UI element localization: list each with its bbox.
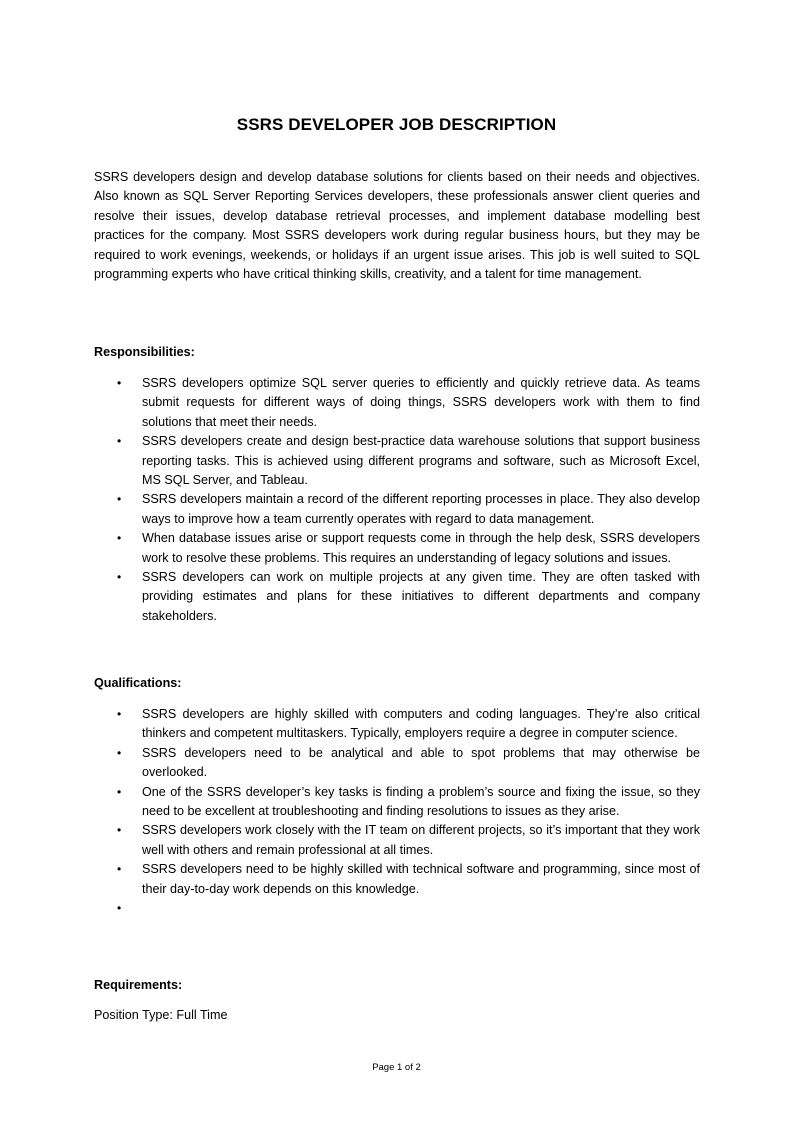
bullet-icon: • — [117, 492, 122, 507]
bullet-icon: • — [117, 707, 122, 721]
page-number: Page 1 of 2 — [372, 1062, 421, 1073]
list-item: • SSRS developers need to be highly skilled with technical software and programming, since most of their day-to-day work depends on this knowledge. — [117, 862, 700, 896]
position-type: Position Type: Full Time — [94, 1008, 228, 1022]
qualifications-list — [117, 705, 700, 918]
list-item: • SSRS developers need to be analytical and able to spot problems that may otherwise be overlooked. — [117, 745, 700, 780]
bullet-icon: • — [117, 570, 122, 585]
list-item: • SSRS developers work closely with the IT team on different projects, so it’s important that they work well with others and remain professional at all times. — [117, 823, 700, 857]
list-item: • SSRS developers create and design best-practice data warehouse solutions that support business reporting tasks. This is achieved using different programs and software, such as Microsoft Excel, MS SQL Server, and Tableau. — [117, 434, 700, 488]
list-item — [117, 899, 700, 918]
bullet-icon: • — [117, 745, 122, 760]
responsibilities-list — [117, 374, 700, 626]
list-item: • SSRS developers can work on multiple projects at any given time. They are often tasked with providing estimates and plans for these initiatives to different departments and company stakeholders. — [117, 570, 700, 623]
responsibilities-heading: Responsibilities: — [94, 345, 195, 359]
list-item: • When database issues arise or support requests come in through the help desk, SSRS developers work to resolve these problems. This requires an understanding of legacy solutions and issues. — [117, 531, 700, 565]
bullet-icon: • — [117, 376, 122, 390]
qualifications-heading: Qualifications: — [94, 676, 182, 690]
list-item: • SSRS developers maintain a record of the different reporting processes in place. They also develop ways to improve how a team currently operates with regard to data management. — [117, 492, 700, 526]
list-item: • SSRS developers optimize SQL server queries to efficiently and quickly retrieve data. As teams submit requests for different ways of doing things, SSRS developers work with them to find solutions that meet their needs. — [117, 376, 700, 429]
bullet-icon: • — [117, 531, 122, 546]
bullet-icon: • — [117, 434, 122, 449]
list-item: • One of the SSRS developer’s key tasks is finding a problem’s source and fixing the issue, so they need to be excellent at troubleshooting and finding resolutions to issues as they arise. — [117, 784, 700, 819]
requirements-heading: Requirements: — [94, 978, 183, 992]
list-item: • SSRS developers are highly skilled with computers and coding languages. They’re also critical thinkers and competent multitaskers. Typically, employers require a degree in computer science. — [117, 707, 700, 741]
bullet-icon: • — [117, 862, 122, 877]
bullet-icon: • — [117, 901, 122, 916]
document-title: SSRS DEVELOPER JOB DESCRIPTION — [236, 115, 557, 134]
bullet-icon: • — [117, 784, 122, 799]
bullet-icon: • — [117, 823, 122, 838]
intro-paragraph: SSRS developers design and develop database solutions for clients based on their needs and objectives. Also known as SQL Server Reporting Services developers, these professionals answer client queries and resolve their issues, develop database retrieval processes, and implement database modelling best practices for the company. Most SSRS developers work during regular business hours, but they may be required to work evenings, weekends, or holidays if an urgent issue arises. This job is well suited to SQL programming experts who have critical thinking skills, creativity, and a talent for time management. — [94, 170, 700, 282]
